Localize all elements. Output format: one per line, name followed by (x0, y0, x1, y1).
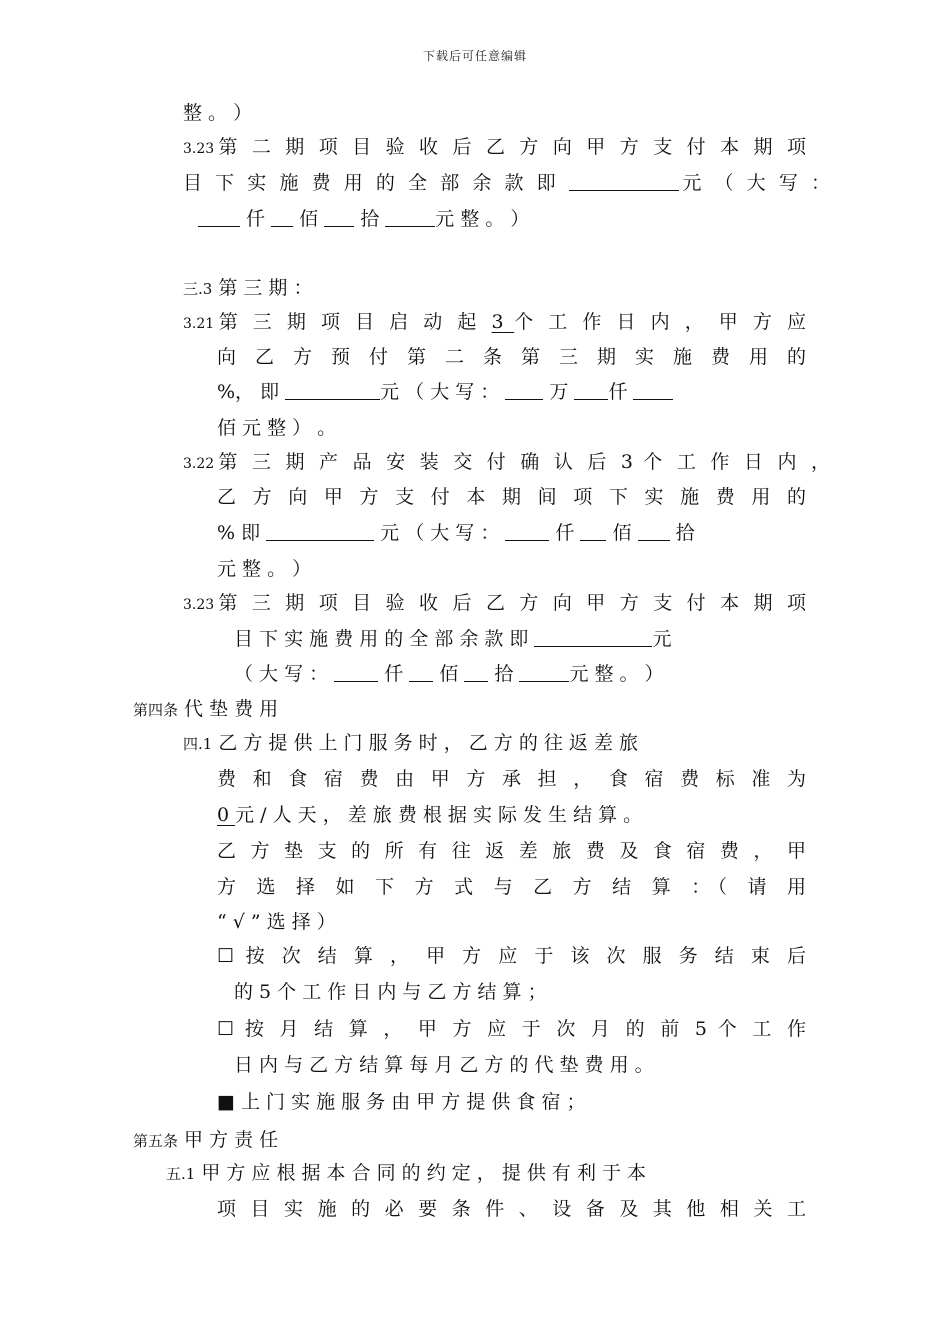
blank-underline (324, 208, 354, 227)
text-run: 四.1 (183, 735, 213, 753)
text-run: 费 和 食 宿 费 由 甲 方 承 担 ， 食 宿 费 标 准 为 (217, 768, 806, 790)
blank-underline (638, 522, 670, 541)
text-run: 3.21 (183, 316, 215, 332)
text-run: 第五条 (133, 1132, 179, 1150)
text-run: 元 / 人 天 ， 差 旅 费 根 据 实 际 发 生 结 算 。 (235, 804, 643, 826)
text-run: 第四条 (133, 701, 179, 719)
checkbox-option (217, 1090, 586, 1114)
text-line (183, 101, 252, 125)
text-run: 元 整 。 ） (217, 558, 312, 580)
text-run: 整 。 ） (183, 102, 253, 124)
blank-underline (334, 663, 378, 682)
text-run: 元 (652, 628, 672, 650)
clause-line (217, 380, 673, 404)
clause-line (234, 1053, 654, 1077)
section-heading (183, 276, 312, 301)
text-run: 第 三 期 项 目 启 动 起 (214, 311, 492, 333)
blank-underline (385, 208, 435, 227)
text-run: 五.1 (166, 1165, 196, 1183)
clause-line (183, 310, 806, 336)
text-run: “ √ ” 选 择 ） (217, 911, 336, 933)
clause-line (183, 450, 830, 476)
blank-underline (569, 172, 679, 191)
text-run: 甲 方 责 任 (178, 1129, 279, 1151)
text-run: 第 三 期 项 目 验 收 后 乙 方 向 甲 方 支 付 本 期 项 (214, 592, 806, 614)
blank-underline (534, 628, 652, 647)
text-run: 元 整 。 ） (569, 663, 664, 685)
text-run: ■ 上 门 实 施 服 务 由 甲 方 提 供 食 宿 ； (217, 1091, 586, 1113)
text-run: （ 大 写 ： (234, 663, 335, 685)
text-run: ☐ 按 月 结 算 ， 甲 方 应 于 次 月 的 前 5 个 工 作 (217, 1018, 806, 1040)
text-run: 第 三 期 产 品 安 装 交 付 确 认 后 3 个 工 作 日 内 ， (214, 451, 830, 473)
text-run: 甲 方 应 根 据 本 合 同 的 约 定 ， 提 供 有 利 于 本 (195, 1162, 647, 1184)
blank-underline (285, 381, 380, 400)
text-run: 的 5 个 工 作 日 内 与 乙 方 结 算 ； (234, 981, 547, 1003)
blank-underline (505, 522, 549, 541)
text-run: 拾 (669, 522, 695, 544)
text-run: 3.23 (183, 141, 215, 157)
text-run: 元 整 。 ） (435, 208, 530, 230)
text-run: ☐ 按 次 结 算 ， 甲 方 应 于 该 次 服 务 结 束 后 (217, 945, 806, 967)
text-run: 拾 (354, 208, 386, 230)
text-run: 佰 (606, 522, 638, 544)
clause-line (183, 135, 806, 161)
blank-underline (266, 522, 374, 541)
clause-line (217, 557, 311, 581)
blank-underline (271, 208, 293, 227)
text-run: % 即 (217, 522, 267, 544)
text-run: 向 乙 方 预 付 第 二 条 第 三 期 实 施 费 用 的 (217, 346, 806, 368)
text-run: 仟 (378, 663, 410, 685)
clause-line (217, 839, 806, 863)
article-heading (133, 697, 278, 722)
clause-line (217, 910, 336, 934)
text-run: 3.23 (183, 597, 215, 613)
text-run: 拾 (488, 663, 520, 685)
text-run: 代 垫 费 用 (178, 698, 279, 720)
text-run: 0 (217, 804, 236, 826)
clause-line (217, 345, 806, 369)
clause-line (217, 767, 806, 791)
page-header: 下载后可任意编辑 (422, 49, 527, 63)
clause-line (198, 207, 529, 231)
text-run: 3.22 (183, 456, 215, 472)
blank-underline (580, 522, 606, 541)
blank-underline (464, 663, 488, 682)
text-run: 目 下 实 施 费 用 的 全 部 余 款 即 (234, 628, 535, 650)
clause-line (217, 875, 806, 899)
text-run: 佰 元 整 ） 。 (217, 417, 337, 439)
clause-line (234, 627, 672, 651)
checkbox-option (217, 944, 806, 968)
text-run: 项 目 实 施 的 必 要 条 件 、 设 备 及 其 他 相 关 工 (217, 1198, 806, 1220)
clause-line (217, 1197, 806, 1221)
text-run: 3 (491, 311, 515, 333)
clause-line (234, 980, 547, 1004)
clause-line (183, 591, 806, 617)
clause-line (217, 521, 695, 545)
text-run: 目 下 实 施 费 用 的 全 部 余 款 即 (183, 172, 569, 194)
text-run: 元 （ 大 写 ： (380, 381, 506, 403)
text-run: 日 内 与 乙 方 结 算 每 月 乙 方 的 代 垫 费 用 。 (234, 1054, 654, 1076)
blank-underline (505, 381, 543, 400)
text-run: 方 选 择 如 下 方 式 与 乙 方 结 算 ：（ 请 用 (217, 876, 806, 898)
text-run: 乙 方 向 甲 方 支 付 本 期 间 项 下 实 施 费 用 的 (217, 486, 806, 508)
text-run: 乙 方 提 供 上 门 服 务 时 ， 乙 方 的 往 返 差 旅 (212, 732, 638, 754)
text-run: 仟 (608, 381, 634, 403)
blank-underline (519, 663, 569, 682)
text-run: 万 (543, 381, 575, 403)
text-run: 佰 (433, 663, 465, 685)
text-run: 乙 方 垫 支 的 所 有 往 返 差 旅 费 及 食 宿 费 ， 甲 (217, 840, 806, 862)
blank-underline (198, 208, 240, 227)
text-run: 元 （ 大 写 ： (374, 522, 506, 544)
text-run: %， 即 (217, 381, 286, 403)
text-run: 第 二 期 项 目 验 收 后 乙 方 向 甲 方 支 付 本 期 项 (214, 136, 806, 158)
text-run: 三.3 (183, 280, 213, 298)
blank-underline (574, 381, 608, 400)
text-run: 佰 (293, 208, 325, 230)
clause-line (166, 1161, 646, 1186)
text-run: 仟 (240, 208, 272, 230)
blank-underline (409, 663, 433, 682)
text-run: 个 工 作 日 内 ， 甲 方 应 (514, 311, 806, 333)
clause-line (217, 803, 642, 827)
text-run: 第 三 期 ： (212, 277, 313, 299)
clause-line (217, 485, 806, 509)
clause-line (234, 662, 664, 686)
clause-line (183, 171, 830, 195)
checkbox-option (217, 1017, 806, 1041)
clause-line (183, 731, 638, 756)
text-run: 元 （ 大 写 ： (678, 172, 830, 194)
clause-line (217, 416, 336, 440)
text-run: 仟 (549, 522, 581, 544)
blank-underline (633, 381, 673, 400)
article-heading (133, 1128, 278, 1153)
